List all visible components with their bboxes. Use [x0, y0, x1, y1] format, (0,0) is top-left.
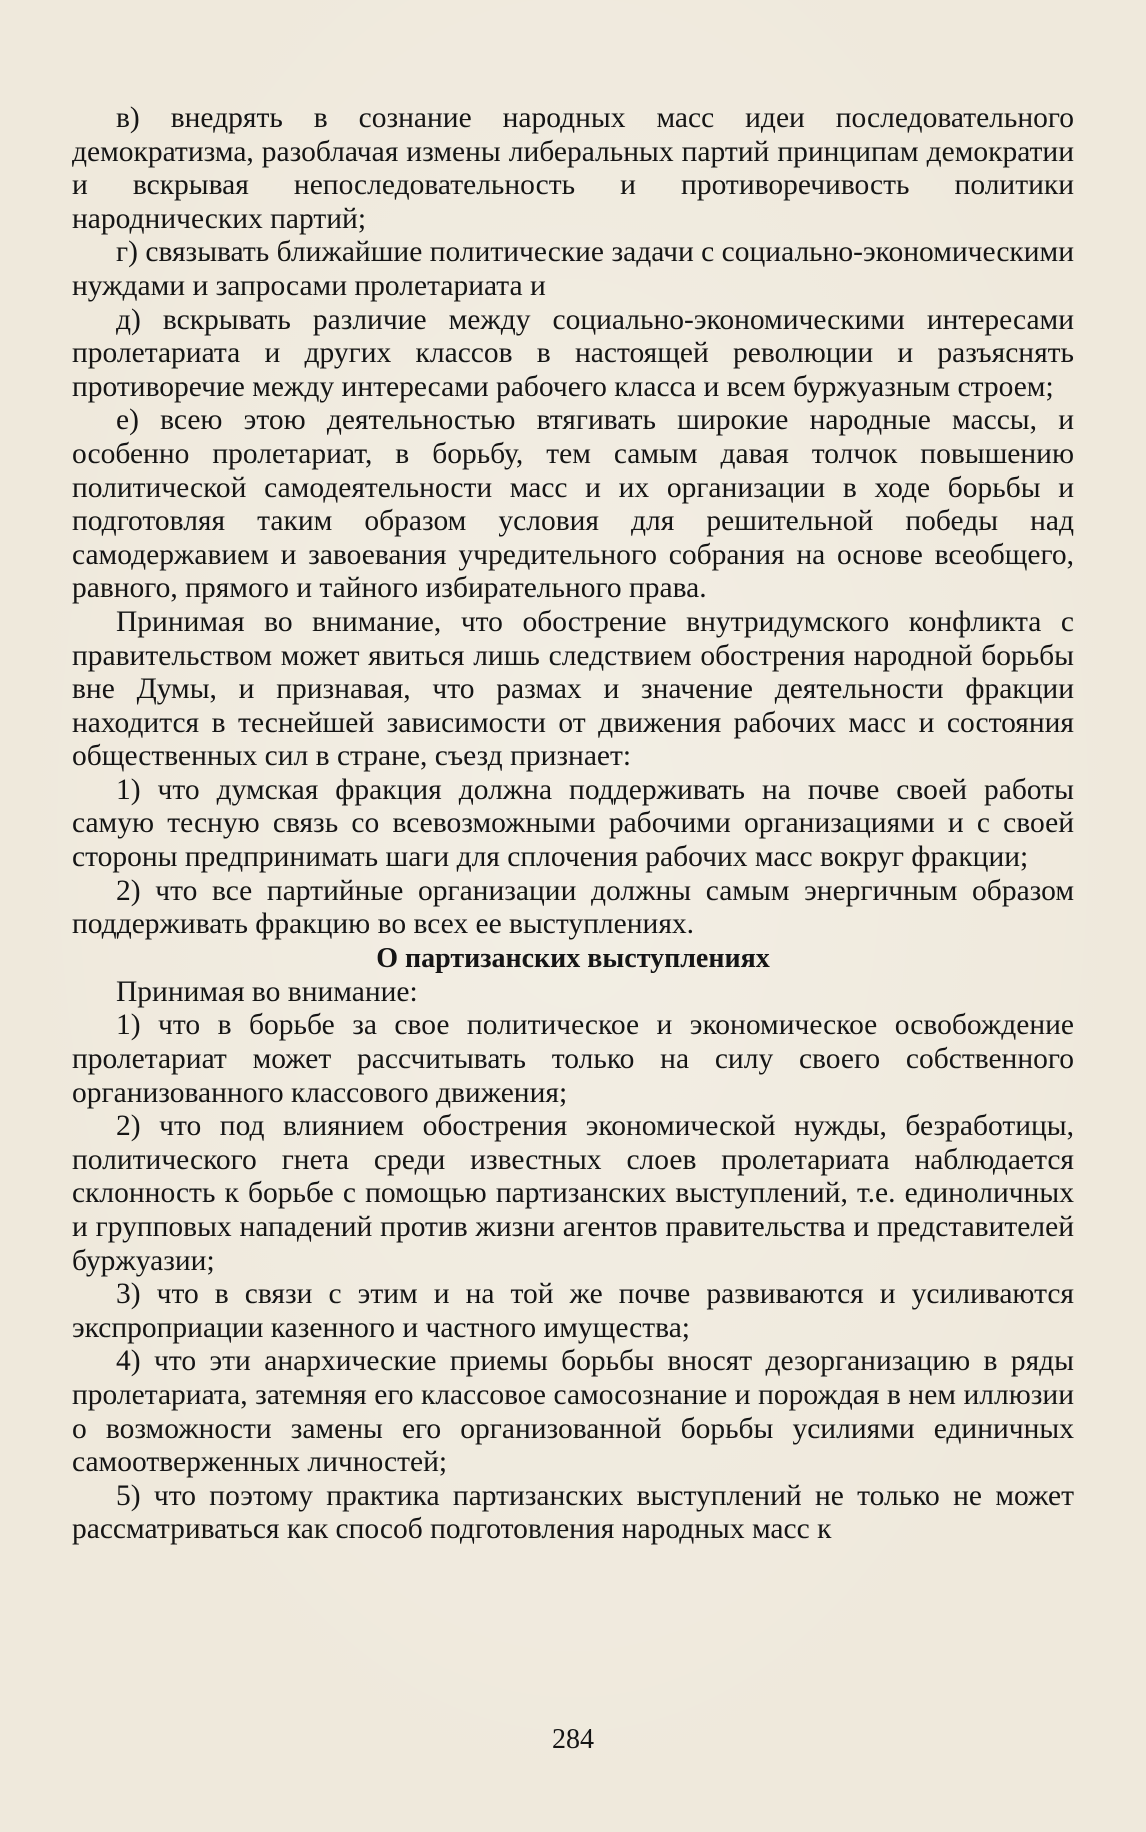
paragraph: Принимая во внимание, что обострение внутридумского конфликта с правительством может явиться лишь следствием обострения народной борьбы вне Думы, и признавая, что размах и значение деятельности фракции находится в теснейшей зависимости от движения рабочих масс и состояния общественных сил в стране, съезд признает:	[72, 605, 1074, 773]
paragraph: д) вскрывать различие между социально-экономическими интересами пролетариата и других классов в настоящей революции и разъяснять противоречие между интересами рабочего класса и всем буржуазным строем;	[72, 303, 1074, 403]
paragraph: в) внедрять в сознание народных масс идеи последовательного демократизма, разоблачая измены либеральных партий принципам демократии и вскрывая непоследовательность и противоречивость политики народнических партий;	[72, 102, 1074, 235]
paragraph: г) связывать ближайшие политические задачи с социально-экономическими нуждами и запросами пролетариата и	[72, 236, 1074, 302]
paragraph: 4) что эти анархические приемы борьбы вносят дезорганизацию в ряды пролетариата, затемняя его классовое самосознание и порождая в нем иллюзии о возможности замены его организованной борьбы усилиями единичных самоотверженных личностей;	[72, 1345, 1074, 1479]
main-text	[72, 102, 1074, 1547]
paragraph: 2) что все партийные организации должны самым энергичным образом поддерживать фракцию во всех ее выступлениях.	[72, 874, 1074, 941]
paragraph: Принимая во внимание:	[116, 975, 418, 1008]
paragraph: 1) что думская фракция должна поддерживать на почве своей работы самую тесную связь со всевозможными рабочими организациями и с своей стороны предпринимать шаги для сплочения рабочих масс вокруг фракции;	[72, 773, 1074, 874]
paragraph: 5) что поэтому практика партизанских выступлений не только не может рассматриваться как способ подготовления народных масс к	[72, 1479, 1074, 1546]
paragraph: 1) что в борьбе за свое политическое и экономическое освобождение пролетариат может рассчитывать только на силу своего собственного организованного классового движения;	[72, 1009, 1074, 1109]
paragraph: е) всею этою деятельностью втягивать широкие народные массы, и особенно пролетариат, в борьбу, тем самым давая толчок повышению политической самодеятельности масс и их организации в ходе борьбы и подготовляя таким образом условия для решительной победы над самодержавием и завоевания учредительного собрания на основе всеобщего, равного, прямого и тайного избирательного права.	[72, 404, 1074, 605]
section-title: О партизанских выступлениях	[376, 942, 770, 974]
paragraph: 3) что в связи с этим и на той же почве развиваются и усиливаются экспроприации казенного и частного имущества;	[72, 1278, 1074, 1344]
paragraph: 2) что под влиянием обострения экономической нужды, безработицы, политического гнета среди известных слоев пролетариата наблюдается склонность к борьбе с помощью партизанских выступлений, т.е. единоличных и групповых нападений против жизни агентов правительства и представителей буржуазии;	[72, 1110, 1074, 1277]
page-number: 284	[552, 1724, 594, 1755]
